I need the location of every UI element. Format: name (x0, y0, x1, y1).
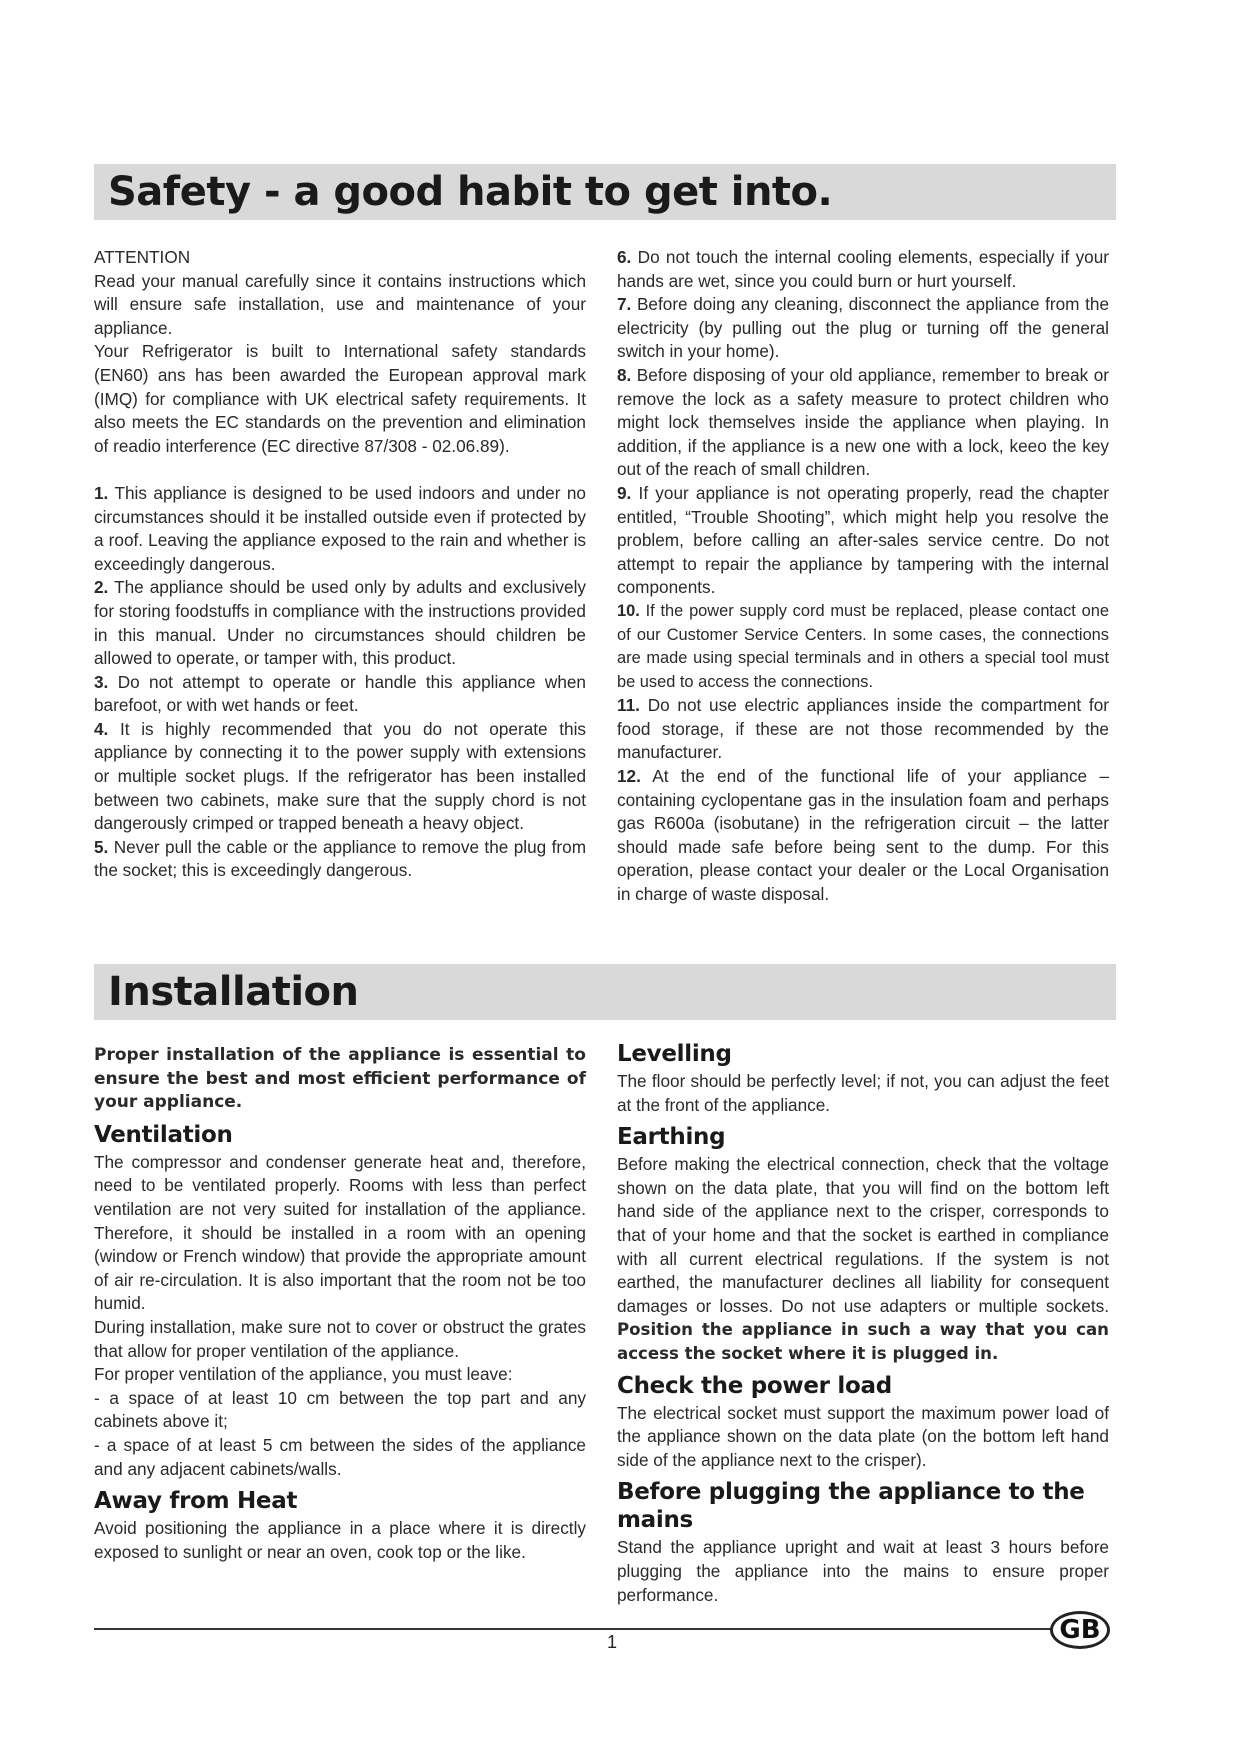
ventilation-p2: During installation, make sure not to cover or obstruct the grates that allow for proper ventilation of the appliance. (94, 1316, 586, 1361)
safety-item-10: 10. If the power supply cord must be replaced, please contact one of our Customer Service Centers. In some cases, the connections are made using special terminals and in others a special tool must be used to access the connections. (617, 601, 1109, 691)
mains-heading: Before plugging the appliance to the mains (617, 1479, 1085, 1534)
ventilation-p3: For proper ventilation of the appliance, you must leave: (94, 1364, 513, 1385)
installation-title: Installation (108, 969, 359, 1015)
ventilation-p4: - a space of at least 10 cm between the top part and any cabinets above it; (94, 1387, 586, 1432)
earthing-heading: Earthing (617, 1124, 726, 1151)
earthing-text: Before making the electrical connection, check that the voltage shown on the data plate, that you will find on the bottom left hand side of the appliance next to the crisper, corresponds to that of your home and that the socket is earthed in compliance with all current electrical regulations. If the system is not earthed, the manufacturer declines all liability for consequent damages or losses. Do not use adapters or multiple sockets. Position the appliance in such a way that you can access the socket where it is plugged in. (617, 1154, 1109, 1363)
installation-lead: Proper installation of the appliance is essential to ensure the best and most efficient performance of your appliance. (94, 1045, 586, 1113)
safety-item-5: 5. Never pull the cable or the appliance to remove the plug from the socket; this is exceedingly dangerous. (94, 836, 587, 881)
installation-right-column (617, 1040, 1109, 1607)
installation-header-bar (94, 964, 1116, 1020)
safety-right-column (617, 246, 1109, 907)
safety-item-7: 7. Before doing any cleaning, disconnect the appliance from the electricity (by pulling out the plug or turning off the general switch in your home). (617, 294, 1109, 362)
safety-item-6: 6. Do not touch the internal cooling elements, especially if your hands are wet, since you could burn or hurt yourself. (617, 247, 1110, 291)
earthing-bold-note: Position the appliance in such a way that you can access the socket where it is plugged in. (617, 1320, 1109, 1363)
safety-item-12: 12. At the end of the functional life of your appliance – containing cyclopentane gas in the insulation foam and perhaps gas R600a (isobutane) in the refrigeration circuit – the latter should made safe before being sent to the dump. For this operation, please contact your dealer or the Local Organisation in charge of waste disposal. (617, 766, 1109, 905)
ventilation-heading: Ventilation (94, 1121, 233, 1148)
power-load-text: The electrical socket must support the maximum power load of the appliance shown on the data plate (on the bottom left hand side of the appliance next to the crisper). (617, 1402, 1109, 1470)
safety-item-1: 1. This appliance is designed to be used indoors and under no circumstances should it be installed outside even if protected by a roof. Leaving the appliance exposed to the rain and whether is exceedingly dangerous. (94, 482, 586, 574)
footer-rule (94, 1628, 1052, 1630)
levelling-text: The floor should be perfectly level; if not, you can adjust the feet at the front of the appliance. (617, 1071, 1109, 1115)
page-number: 1 (606, 1632, 617, 1652)
safety-header-bar (94, 164, 1116, 220)
installation-left-column (94, 1044, 586, 1564)
attention-label: ATTENTION (94, 247, 191, 267)
safety-item-2: 2. The appliance should be used only by adults and exclusively for storing foodstuffs in compliance with the instructions provided in this manual. Under no circumstances should children be allowed to operate, or tamper with, this product. (94, 577, 586, 669)
ventilation-p1: The compressor and condenser generate heat and, therefore, need to be ventilated properly. Rooms with less than perfect ventilation are not very suited for installation of the appliance. Therefore, it should be installed in a room with an opening (window or French window) that provide the appropriate amount of air re-circulation. It is also important that the room not be too humid. (94, 1151, 586, 1314)
ventilation-p5: - a space of at least 5 cm between the sides of the appliance and any adjacent cabinets/walls. (94, 1434, 586, 1479)
away-from-heat-heading: Away from Heat (94, 1488, 298, 1515)
safety-intro-1: Read your manual carefully since it contains instructions which will ensure safe installation, use and maintenance of your appliance. (94, 270, 586, 338)
safety-item-4: 4. It is highly recommended that you do not operate this appliance by connecting it to the power supply with extensions or multiple socket plugs. If the refrigerator has been installed between two cabinets, make sure that the supply chord is not dangerously crimped or trapped beneath a heavy object. (94, 718, 586, 834)
safety-left-column (94, 246, 586, 883)
safety-item-11: 11. Do not use electric appliances inside the compartment for food storage, if these are not those recommended by the manufacturer. (617, 695, 1109, 763)
safety-item-9: 9. If your appliance is not operating properly, read the chapter entitled, “Trouble Shooting”, which might help you resolve the problem, before calling an after-sales service centre. Do not attempt to repair the appliance by tampering with the internal components. (617, 482, 1109, 598)
safety-intro-2: Your Refrigerator is built to International safety standards (EN60) ans has been awarded the European approval mark (IMQ) for compliance with UK electrical safety requirements. It also meets the EC standards on the prevention and elimination of readio interference (EC directive 87/308 - 02.06.89). (94, 341, 586, 456)
safety-title: Safety - a good habit to get into. (108, 169, 833, 215)
mains-text: Stand the appliance upright and wait at least 3 hours before plugging the appliance into the mains to ensure proper performance. (617, 1537, 1109, 1605)
power-load-heading: Check the power load (617, 1372, 892, 1399)
levelling-heading: Levelling (617, 1041, 732, 1067)
safety-item-8: 8. Before disposing of your old appliance, remember to break or remove the lock as a safety measure to protect children who might lock themselves inside the appliance when playing. In addition, if the appliance is a new one with a lock, keeo the key out of the reach of small children. (617, 364, 1110, 480)
safety-item-3: 3. Do not attempt to operate or handle this appliance when barefoot, or with wet hands or feet. (94, 671, 586, 716)
gb-badge: GB (1050, 1611, 1110, 1649)
away-from-heat-text: Avoid positioning the appliance in a place where it is directly exposed to sunlight or near an oven, cook top or the like. (94, 1518, 586, 1562)
